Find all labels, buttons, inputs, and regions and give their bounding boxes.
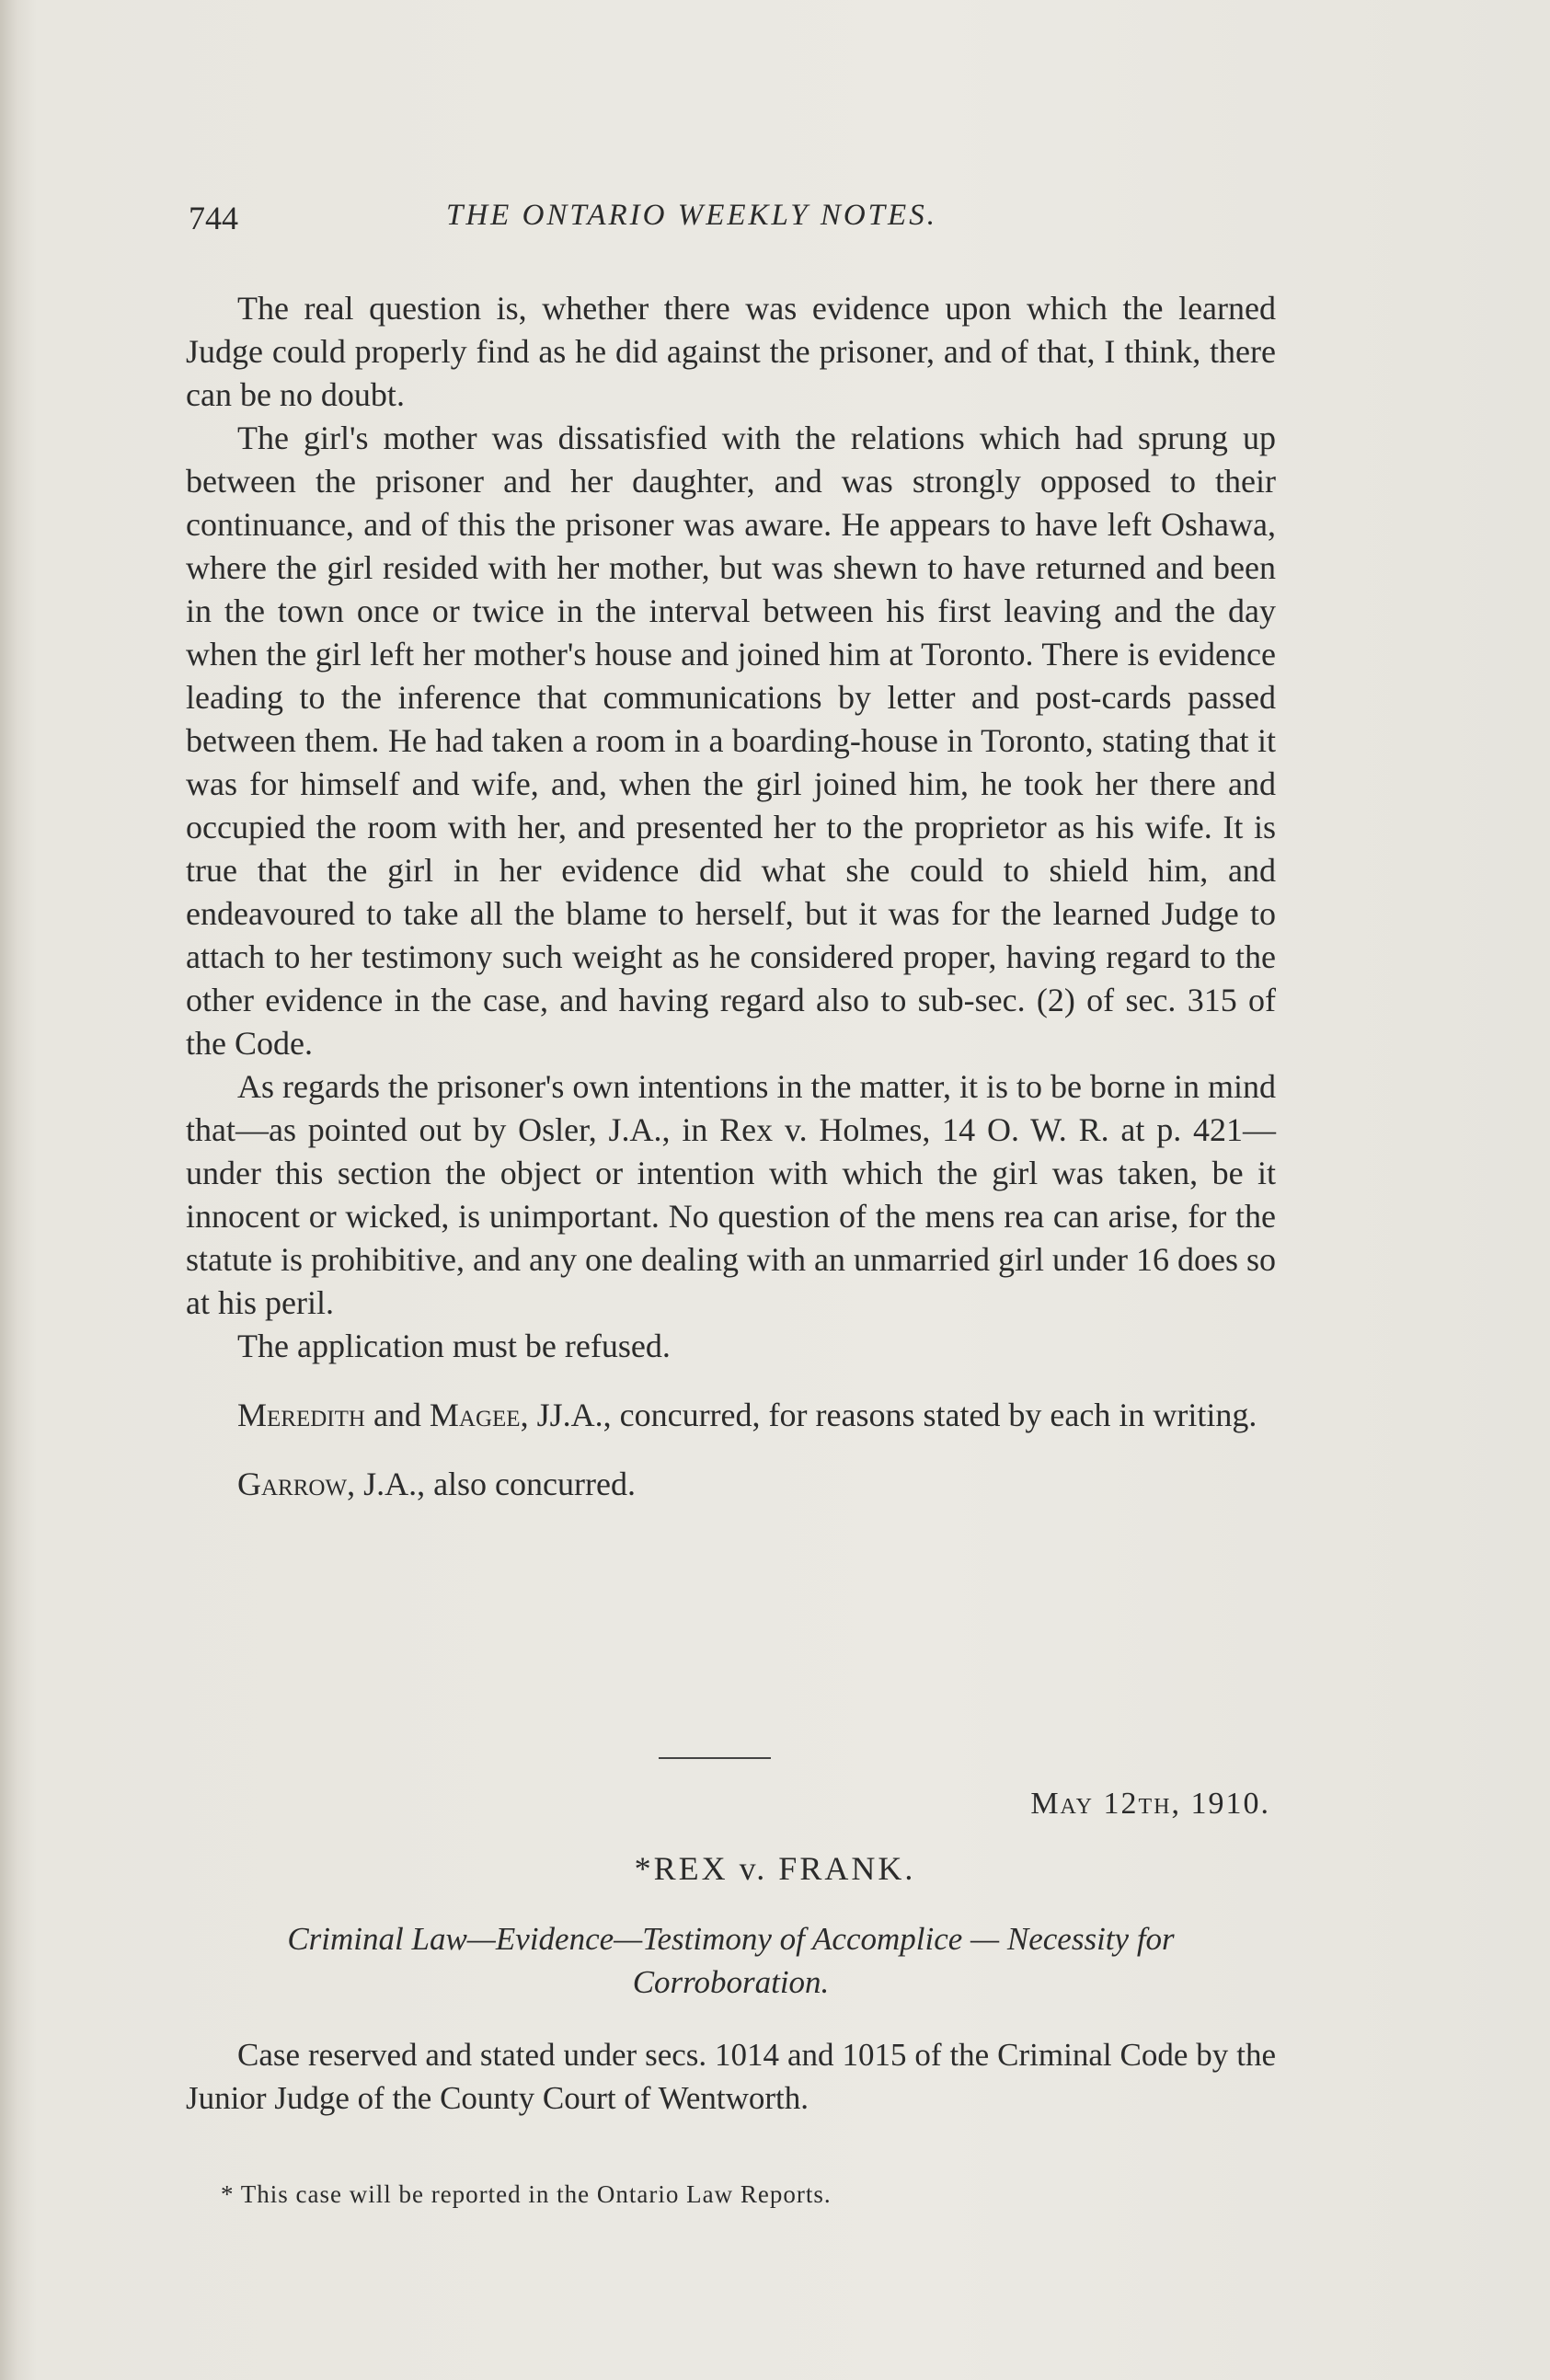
concurrence-text: and <box>364 1397 430 1433</box>
page-number: 744 <box>189 200 238 236</box>
case-date: May 12th, 1910. <box>1030 1787 1270 1821</box>
case-description <box>186 2033 1276 2120</box>
concurrence-paragraph <box>186 1394 1276 1437</box>
paragraph: As regards the prisoner's own intentions in the matter, it is to be borne in mind that—as pointed out by Osler, J.A., in Rex v. Holmes, 14 O. W. R. at p. 421—under this section the object or intention with which the girl was taken, be it innocent or wicked, is unimportant. No question of the mens rea can arise, for the statute is prohibitive, and any one dealing with an unmarried girl under 16 does so at his peril. <box>186 1068 1276 1321</box>
judge-name: Meredith <box>237 1397 365 1433</box>
paragraph: The real question is, whether there was evidence upon which the learned Judge could properly find as he did against the prisoner, and of that, I think, there can be no doubt. <box>186 290 1276 413</box>
page-header <box>189 199 1274 254</box>
case-headnote: Criminal Law—Evidence—Testimony of Accomplice — Necessity for Corroboration. <box>287 1921 1175 2000</box>
judge-name: Garrow <box>237 1466 348 1502</box>
paragraph: Case reserved and stated under secs. 1014 and 1015 of the Criminal Code by the Junior Judge of the County Court of Wentworth. <box>186 2037 1276 2116</box>
judge-name: Magee <box>429 1397 521 1433</box>
concurrence-paragraph <box>186 1463 1276 1506</box>
paragraph: The girl's mother was dissatisfied with the relations which had sprung up between the prisoner and her daughter, and was strongly opposed to their continuance, and of this the prisoner was aware. He appears to have left Oshawa, where the girl resided with her mother, but was shewn to have returned and been in the town once or twice in the interval between his first leaving and the day when the girl left her mother's house and joined him at Toronto. There is evidence leading to the inference that communications by letter and post-cards passed between them. He had taken a room in a boarding-house in Toronto, stating that it was for himself and wife, and, when the girl joined him, he took her there and occupied the room with her, and presented her to the proprietor as his wife. It is true that the girl in her evidence did what she could to shield him, and endeavoured to take all the blame to herself, but it was for the learned Judge to attach to her testimony such weight as he considered proper, having regard to the other evidence in the case, and having regard also to sub-sec. (2) of sec. 315 of the Code. <box>186 420 1276 1062</box>
section-divider <box>659 1757 771 1759</box>
judgment-body <box>186 287 1276 1506</box>
case-title: *REX v. FRANK. <box>634 1850 916 1887</box>
paragraph: The application must be refused. <box>237 1328 671 1364</box>
footnote: * This case will be reported in the Ontario Law Reports. <box>221 2180 832 2208</box>
concurrence-text: , J.A., also concurred. <box>347 1466 636 1502</box>
running-title: THE ONTARIO WEEKLY NOTES. <box>446 199 937 232</box>
concurrence-text: , JJ.A., concurred, for reasons stated by each in writing. <box>520 1397 1257 1433</box>
